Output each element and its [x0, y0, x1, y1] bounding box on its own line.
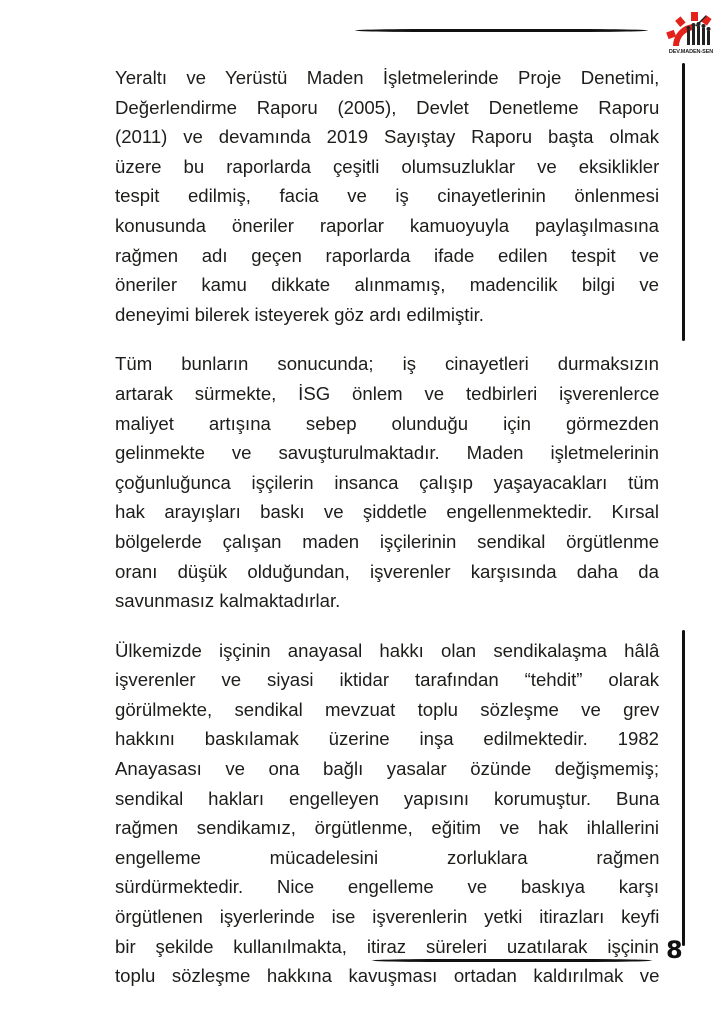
- text-line: örgütlenen işyerlerinde ise işverenlerin yetki itirazları keyfi: [115, 906, 660, 928]
- text-line: Anayasası ve ona bağlı yasalar özünde değişmemiş;: [115, 758, 660, 780]
- text-line: rağmen sendikamız, örgütlenme, eğitim ve hak ihlallerini: [115, 817, 659, 839]
- paragraph: [115, 349, 659, 615]
- text-line: Ülkemizde işçinin anayasal hakkı olan sendikalaşma hâlâ: [115, 639, 660, 661]
- text-line: bölgelerde çalışan maden işçilerinin sendikal örgütlenme: [115, 530, 660, 552]
- text-line: savunmasız kalmaktadırlar.: [115, 590, 341, 612]
- text-line: öneriler kamu dikkate alınmamış, madencilik bilgi ve: [115, 274, 659, 296]
- text-line: üzere bu raporlarda çeşitli olumsuzluklar ve eksiklikler: [115, 155, 660, 177]
- right-margin-rule-lower: [682, 630, 685, 946]
- text-line: Tüm bunların sonucunda; iş cinayetleri durmaksızın: [115, 353, 659, 375]
- text-line: deneyimi bilerek isteyerek göz ardı edilmiştir.: [115, 303, 484, 325]
- text-line: hak arayışları baskı ve şiddetle engellenmektedir. Kırsal: [115, 501, 659, 523]
- gear-and-workers-icon: [663, 8, 719, 50]
- text-line: görülmekte, sendikal mevzuat toplu sözleşme ve grev: [115, 698, 660, 720]
- text-line: hakkını baskılamak üzerine inşa edilmektedir. 1982: [115, 728, 659, 750]
- page-number: 8: [666, 936, 683, 964]
- top-decorative-rule: [355, 29, 648, 32]
- text-line: artarak sürmekte, İSG önlem ve tedbirleri işverenlerce: [115, 382, 660, 404]
- document-body: [115, 63, 659, 991]
- paragraph: [115, 63, 659, 329]
- right-margin-rule-upper: [682, 63, 685, 341]
- text-line: rağmen adı geçen raporlarda ifade edilen tespit ve: [115, 244, 659, 266]
- text-line: oranı düşük olduğundan, işverenler karşısında daha da: [115, 560, 659, 582]
- text-line: bir şekilde kullanılmakta, itiraz süreleri uzatılarak işçinin: [115, 935, 659, 957]
- text-line: Değerlendirme Raporu (2005), Devlet Denetleme Raporu: [115, 96, 660, 118]
- text-line: maliyet artışına sebep olunduğu için görmezden: [115, 412, 659, 434]
- union-logo: [663, 8, 719, 58]
- text-line: gelinmekte ve savuşturulmaktadır. Maden işletmelerinin: [115, 442, 659, 464]
- text-line: konusunda öneriler raporlar kamuoyuyla paylaşılmasına: [115, 214, 659, 236]
- text-line: sendikal hakları engelleyen yapısını korumuştur. Buna: [115, 787, 660, 809]
- text-line: (2011) ve devamında 2019 Sayıştay Raporu başta olmak: [115, 126, 659, 148]
- text-line: engelleme mücadelesini zorluklara rağmen: [115, 846, 660, 868]
- text-line: sürdürmektedir. Nice engelleme ve baskıya karşı: [115, 876, 659, 898]
- text-line: Yeraltı ve Yerüstü Maden İşletmelerinde Proje Denetimi,: [115, 67, 660, 88]
- logo-wordmark: DEV.MADEN-SEN: [668, 49, 714, 55]
- text-line: işverenler ve siyasi iktidar tarafından “tehdit” olarak: [115, 669, 659, 691]
- text-line: toplu sözleşme hakkına kavuşması ortadan kaldırılmak ve: [115, 965, 660, 987]
- text-line: tespit edilmiş, facia ve iş cinayetlerinin önlenmesi: [115, 185, 660, 207]
- paragraph: [115, 636, 659, 991]
- text-line: çoğunluğunca işçilerin insanca çalışıp yaşayacakları tüm: [115, 471, 660, 493]
